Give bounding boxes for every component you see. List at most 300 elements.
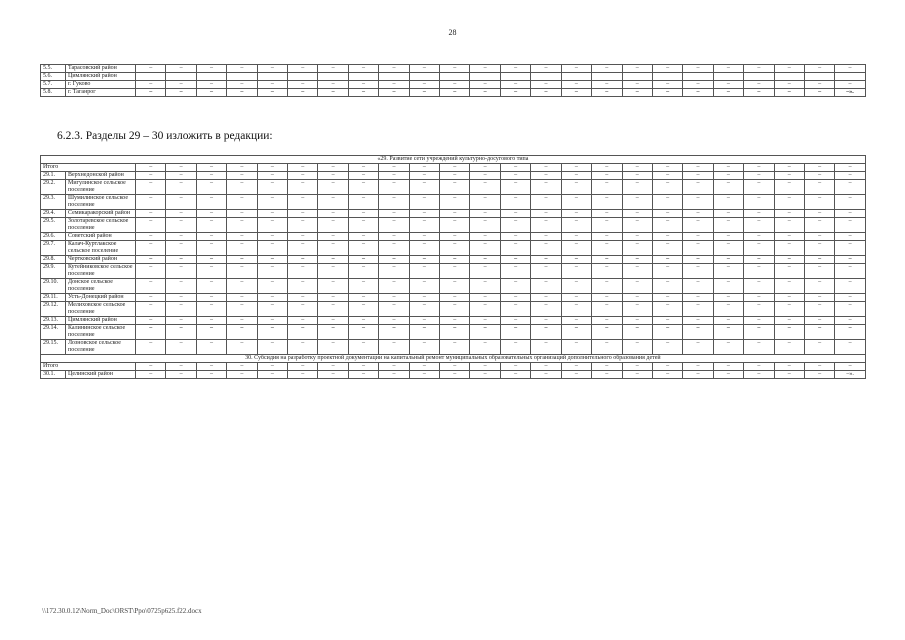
value-cell: – <box>318 233 348 241</box>
value-cell: – <box>622 65 652 73</box>
value-cell: – <box>652 210 682 218</box>
value-cell: – <box>196 302 226 317</box>
table-total-row <box>41 363 866 371</box>
value-cell: – <box>257 256 287 264</box>
value-cell: – <box>774 317 804 325</box>
value-cell: – <box>440 325 470 340</box>
value-cell: – <box>257 294 287 302</box>
value-cell: – <box>622 317 652 325</box>
value-cell: – <box>318 363 348 371</box>
value-cell: – <box>561 164 591 172</box>
value-cell: – <box>379 89 409 97</box>
value-cell: – <box>652 172 682 180</box>
value-cell: – <box>196 195 226 210</box>
value-cell: – <box>804 218 834 233</box>
value-cell: – <box>318 195 348 210</box>
value-cell: – <box>500 89 530 97</box>
row-number: 29.8. <box>41 256 66 264</box>
value-cell: – <box>196 279 226 294</box>
value-cell: – <box>348 233 378 241</box>
table-row <box>41 256 866 264</box>
value-cell: – <box>804 317 834 325</box>
value-cell: – <box>774 233 804 241</box>
value-cell: – <box>774 302 804 317</box>
value-cell: – <box>409 89 439 97</box>
value-cell: – <box>288 317 318 325</box>
value-cell: – <box>166 340 196 355</box>
value-cell: – <box>713 89 743 97</box>
value-cell: – <box>409 218 439 233</box>
value-cell: – <box>500 325 530 340</box>
value-cell: – <box>379 172 409 180</box>
value-cell: – <box>835 264 865 279</box>
value-cell: – <box>622 294 652 302</box>
value-cell: – <box>409 264 439 279</box>
value-cell: – <box>318 256 348 264</box>
value-cell: – <box>531 241 561 256</box>
value-cell: – <box>136 210 166 218</box>
value-cell: – <box>683 264 713 279</box>
value-cell: – <box>531 256 561 264</box>
value-cell: – <box>196 89 226 97</box>
value-cell: – <box>470 195 500 210</box>
value-cell: – <box>683 164 713 172</box>
value-cell <box>288 73 318 81</box>
row-number: 5.8. <box>41 89 66 97</box>
value-cell: – <box>348 317 378 325</box>
value-cell: – <box>196 172 226 180</box>
table-row <box>41 294 866 302</box>
value-cell: – <box>713 210 743 218</box>
value-cell: – <box>227 233 257 241</box>
value-cell: – <box>440 81 470 89</box>
row-number: 5.5. <box>41 65 66 73</box>
value-cell: – <box>561 65 591 73</box>
table-row <box>41 210 866 218</box>
value-cell: – <box>348 340 378 355</box>
row-territory-name: Кутейниковское сельское поселение <box>66 264 136 279</box>
value-cell: – <box>835 164 865 172</box>
value-cell: – <box>318 371 348 379</box>
table-row <box>41 340 866 355</box>
value-cell: – <box>318 241 348 256</box>
section-header-row <box>41 156 866 164</box>
row-territory-name: Усть-Донецкий район <box>66 294 136 302</box>
value-cell: – <box>561 294 591 302</box>
row-number: 29.10. <box>41 279 66 294</box>
value-cell: – <box>257 65 287 73</box>
value-cell: – <box>409 65 439 73</box>
value-cell: – <box>531 164 561 172</box>
value-cell: – <box>500 195 530 210</box>
value-cell: – <box>835 65 865 73</box>
value-cell: – <box>318 164 348 172</box>
row-number: 29.9. <box>41 264 66 279</box>
value-cell: – <box>318 264 348 279</box>
table-row <box>41 218 866 233</box>
value-cell: – <box>166 302 196 317</box>
value-cell: – <box>683 195 713 210</box>
value-cell: – <box>804 302 834 317</box>
value-cell: – <box>561 302 591 317</box>
value-cell: – <box>652 218 682 233</box>
value-cell: – <box>804 180 834 195</box>
value-cell: – <box>409 210 439 218</box>
value-cell: – <box>713 363 743 371</box>
value-cell: – <box>257 180 287 195</box>
row-territory-name: Мелиховское сельское поселение <box>66 302 136 317</box>
value-cell: – <box>440 180 470 195</box>
value-cell: – <box>774 195 804 210</box>
value-cell: – <box>379 302 409 317</box>
value-cell: – <box>470 180 500 195</box>
value-cell: – <box>348 294 378 302</box>
value-cell: – <box>409 195 439 210</box>
row-territory-name: Калининское сельское поселение <box>66 325 136 340</box>
row-territory-name: Чертковский район <box>66 256 136 264</box>
table-row <box>41 65 866 73</box>
value-cell: – <box>652 264 682 279</box>
value-cell <box>561 73 591 81</box>
value-cell: – <box>835 325 865 340</box>
row-number: 29.4. <box>41 210 66 218</box>
value-cell: – <box>257 279 287 294</box>
value-cell <box>318 73 348 81</box>
value-cell: – <box>592 340 622 355</box>
value-cell: – <box>379 363 409 371</box>
value-cell: – <box>348 325 378 340</box>
value-cell: – <box>531 264 561 279</box>
value-cell: – <box>592 256 622 264</box>
value-cell: – <box>774 363 804 371</box>
value-cell: – <box>318 180 348 195</box>
value-cell: – <box>713 233 743 241</box>
value-cell: – <box>257 340 287 355</box>
value-cell: – <box>288 363 318 371</box>
value-cell: – <box>166 241 196 256</box>
table-row <box>41 279 866 294</box>
value-cell: – <box>531 218 561 233</box>
value-cell <box>622 73 652 81</box>
value-cell: – <box>440 195 470 210</box>
value-cell: – <box>348 363 378 371</box>
value-cell <box>592 73 622 81</box>
value-cell: – <box>348 164 378 172</box>
value-cell: – <box>744 241 774 256</box>
value-cell: – <box>713 164 743 172</box>
value-cell: – <box>136 363 166 371</box>
value-cell: – <box>774 294 804 302</box>
value-cell: – <box>804 89 834 97</box>
value-cell: – <box>196 325 226 340</box>
value-cell: – <box>592 264 622 279</box>
value-cell: – <box>500 65 530 73</box>
value-cell: – <box>318 317 348 325</box>
table-row <box>41 302 866 317</box>
value-cell: – <box>257 325 287 340</box>
value-cell: – <box>136 195 166 210</box>
value-cell: – <box>744 302 774 317</box>
value-cell: – <box>622 89 652 97</box>
value-cell: – <box>318 294 348 302</box>
value-cell: – <box>379 218 409 233</box>
value-cell: – <box>713 65 743 73</box>
row-territory-name: Советский район <box>66 233 136 241</box>
value-cell: – <box>531 325 561 340</box>
value-cell: – <box>227 302 257 317</box>
value-cell: – <box>804 172 834 180</box>
value-cell: – <box>257 317 287 325</box>
value-cell: – <box>744 210 774 218</box>
value-cell: – <box>470 363 500 371</box>
value-cell: – <box>744 65 774 73</box>
value-cell: – <box>136 340 166 355</box>
value-cell: – <box>744 256 774 264</box>
value-cell: – <box>288 65 318 73</box>
value-cell: – <box>500 180 530 195</box>
value-cell: – <box>348 279 378 294</box>
value-cell: – <box>288 164 318 172</box>
value-cell: – <box>561 233 591 241</box>
value-cell: – <box>409 363 439 371</box>
value-cell: – <box>196 81 226 89</box>
value-cell <box>470 73 500 81</box>
value-cell: – <box>470 294 500 302</box>
table-row <box>41 317 866 325</box>
value-cell: – <box>683 180 713 195</box>
value-cell: – <box>804 363 834 371</box>
value-cell: – <box>804 325 834 340</box>
value-cell: – <box>348 81 378 89</box>
value-cell: – <box>713 302 743 317</box>
value-cell: – <box>136 233 166 241</box>
value-cell: – <box>257 89 287 97</box>
value-cell: – <box>470 264 500 279</box>
value-cell <box>227 73 257 81</box>
row-territory-name: Золотаревское сельское поселение <box>66 218 136 233</box>
value-cell: – <box>652 65 682 73</box>
value-cell: – <box>561 279 591 294</box>
row-number: 29.13. <box>41 317 66 325</box>
value-cell: – <box>348 180 378 195</box>
value-cell: – <box>227 65 257 73</box>
value-cell: – <box>227 279 257 294</box>
value-cell: – <box>531 294 561 302</box>
value-cell: – <box>257 218 287 233</box>
value-cell: – <box>227 340 257 355</box>
value-cell: – <box>470 65 500 73</box>
value-cell: – <box>136 371 166 379</box>
value-cell: – <box>288 210 318 218</box>
value-cell: – <box>470 210 500 218</box>
value-cell: – <box>835 256 865 264</box>
value-cell: – <box>348 241 378 256</box>
value-cell: – <box>774 89 804 97</box>
value-cell: – <box>804 241 834 256</box>
value-cell: – <box>409 172 439 180</box>
value-cell: – <box>774 218 804 233</box>
value-cell: – <box>348 371 378 379</box>
value-cell: – <box>409 340 439 355</box>
value-cell: – <box>318 89 348 97</box>
value-cell: – <box>622 233 652 241</box>
value-cell: – <box>227 210 257 218</box>
value-cell: – <box>561 325 591 340</box>
value-cell: – <box>744 294 774 302</box>
value-cell: – <box>379 241 409 256</box>
row-total-label: Итого <box>41 363 136 371</box>
value-cell: – <box>774 164 804 172</box>
value-cell: – <box>379 279 409 294</box>
value-cell: – <box>227 317 257 325</box>
value-cell: – <box>713 264 743 279</box>
row-number: 29.14. <box>41 325 66 340</box>
value-cell: – <box>744 325 774 340</box>
value-cell: – <box>227 325 257 340</box>
value-cell: – <box>166 294 196 302</box>
value-cell: – <box>531 180 561 195</box>
value-cell: – <box>227 180 257 195</box>
value-cell: – <box>288 89 318 97</box>
value-cell: – <box>379 65 409 73</box>
value-cell: – <box>288 172 318 180</box>
value-cell: – <box>652 363 682 371</box>
value-cell: – <box>440 302 470 317</box>
value-cell: – <box>683 363 713 371</box>
value-cell: – <box>835 218 865 233</box>
value-cell: – <box>166 180 196 195</box>
table-row <box>41 172 866 180</box>
value-cell: – <box>561 264 591 279</box>
value-cell: – <box>652 294 682 302</box>
footer-file-path: \\172.30.0.12\Norm_Doc\ORST\Ppo\0725p625.f22.docx <box>42 607 202 615</box>
value-cell: – <box>318 340 348 355</box>
value-cell: – <box>531 363 561 371</box>
value-cell: – <box>379 317 409 325</box>
value-cell: – <box>683 233 713 241</box>
value-cell <box>804 73 834 81</box>
value-cell: – <box>683 340 713 355</box>
value-cell: – <box>470 241 500 256</box>
row-territory-name: Целинский район <box>66 371 136 379</box>
value-cell: – <box>713 325 743 340</box>
value-cell: – <box>804 65 834 73</box>
table-row <box>41 371 866 379</box>
row-territory-name: Шумилинское сельское поселение <box>66 195 136 210</box>
value-cell: – <box>227 195 257 210</box>
value-cell: – <box>622 172 652 180</box>
value-cell: – <box>744 340 774 355</box>
value-cell: – <box>288 294 318 302</box>
value-cell: – <box>409 241 439 256</box>
value-cell: – <box>500 264 530 279</box>
value-cell: – <box>774 65 804 73</box>
value-cell: – <box>652 317 682 325</box>
value-cell: – <box>166 89 196 97</box>
value-cell: – <box>136 172 166 180</box>
value-cell: – <box>227 164 257 172</box>
row-number: 5.7. <box>41 81 66 89</box>
value-cell: – <box>500 302 530 317</box>
value-cell: – <box>622 340 652 355</box>
value-cell: – <box>166 218 196 233</box>
value-cell: – <box>500 81 530 89</box>
value-cell: – <box>592 241 622 256</box>
value-cell: – <box>379 340 409 355</box>
value-cell: – <box>835 180 865 195</box>
value-cell: – <box>257 195 287 210</box>
value-cell: – <box>288 302 318 317</box>
value-cell: – <box>804 195 834 210</box>
value-cell: – <box>440 279 470 294</box>
value-cell: – <box>318 172 348 180</box>
value-cell: – <box>440 340 470 355</box>
value-cell: – <box>531 340 561 355</box>
value-cell: – <box>318 279 348 294</box>
value-cell: – <box>470 256 500 264</box>
row-number: 30.1. <box>41 371 66 379</box>
value-cell: – <box>409 256 439 264</box>
value-cell: – <box>379 164 409 172</box>
value-cell: – <box>683 210 713 218</box>
row-number: 29.11. <box>41 294 66 302</box>
value-cell: – <box>561 363 591 371</box>
value-cell: – <box>561 195 591 210</box>
value-cell: – <box>804 294 834 302</box>
value-cell: – <box>500 279 530 294</box>
value-cell: – <box>592 210 622 218</box>
value-cell: – <box>744 279 774 294</box>
value-cell: – <box>683 172 713 180</box>
row-territory-name: Цимлянский район <box>66 73 136 81</box>
value-cell: – <box>561 317 591 325</box>
value-cell: – <box>804 340 834 355</box>
value-cell: – <box>409 371 439 379</box>
value-cell: – <box>652 241 682 256</box>
value-cell: – <box>257 164 287 172</box>
value-cell <box>379 73 409 81</box>
value-cell: – <box>531 279 561 294</box>
value-cell: – <box>592 172 622 180</box>
value-cell: – <box>804 210 834 218</box>
value-cell: – <box>196 294 226 302</box>
value-cell: – <box>561 172 591 180</box>
value-cell: – <box>288 279 318 294</box>
value-cell: – <box>470 233 500 241</box>
value-cell: – <box>683 89 713 97</box>
value-cell: – <box>379 233 409 241</box>
value-cell: – <box>531 233 561 241</box>
value-cell: – <box>409 81 439 89</box>
value-cell: – <box>227 218 257 233</box>
value-cell: – <box>713 371 743 379</box>
value-cell: – <box>744 371 774 379</box>
value-cell: – <box>683 256 713 264</box>
value-cell: – <box>470 340 500 355</box>
value-cell: – <box>622 371 652 379</box>
value-cell: – <box>652 81 682 89</box>
value-cell: – <box>379 325 409 340</box>
table-row <box>41 241 866 256</box>
section-heading: 6.2.3. Разделы 29 – 30 изложить в редакции: <box>57 130 273 142</box>
value-cell: – <box>136 164 166 172</box>
value-cell <box>652 73 682 81</box>
value-cell: – <box>774 256 804 264</box>
row-number: 5.6. <box>41 73 66 81</box>
value-cell: – <box>379 195 409 210</box>
value-cell: – <box>470 302 500 317</box>
value-cell: – <box>227 256 257 264</box>
